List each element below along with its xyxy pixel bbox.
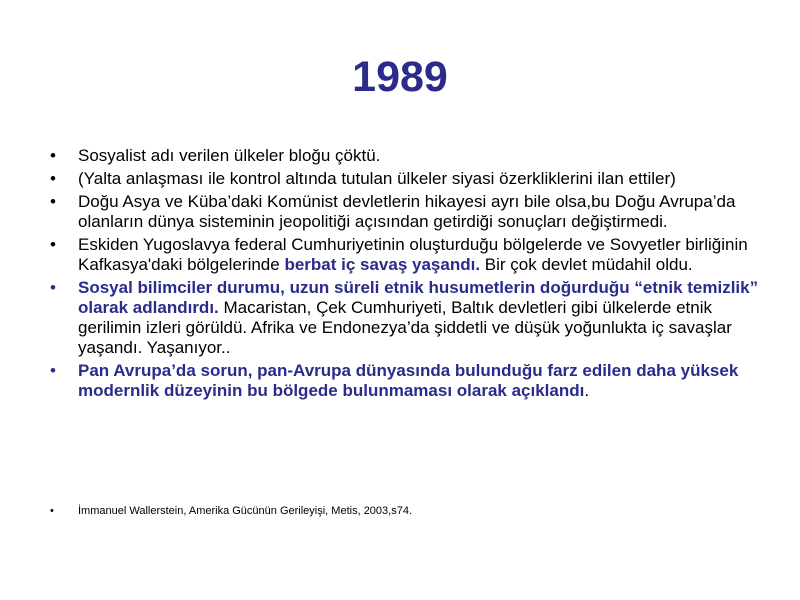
bullet-list [48, 146, 768, 404]
bullet-dot-icon: • [50, 361, 56, 380]
slide-title: 1989 [352, 53, 448, 101]
bullet-dot-icon: • [50, 146, 56, 165]
bullet-highlight: berbat iç savaş yaşandı. [284, 255, 481, 274]
bullet-dot-icon: • [50, 505, 54, 517]
bullet-text: Macaristan, Çek Cumhuriyeti, Baltık devletleri gibi ülkelerde etnik gerilimin izleri görüldü. Afrika ve Endonezya’da şiddetli ve düşük yoğunlukta iç savaşlar yaşandı. Yaşanıyor.. [78, 298, 732, 357]
bullet-item [48, 278, 768, 358]
bullet-dot-icon: • [50, 235, 56, 254]
bullet-highlight: Sosyal bilimciler durumu, uzun süreli etnik husumetlerin doğurduğu “etnik temizlik” olarak adlandırdı. [78, 278, 759, 317]
bullet-text: . [584, 381, 590, 400]
bullet-text: Sosyalist adı verilen ülkeler bloğu çöktü. [78, 146, 381, 165]
bullet-item [48, 192, 768, 232]
bullet-highlight: Pan Avrupa’da sorun, pan-Avrupa dünyasında bulunduğu farz edilen daha yüksek modernlik düzeyinin bu bölgede bulunmaması olarak açıklandı [78, 361, 739, 400]
source-text: İmmanuel Wallerstein, Amerika Gücünün Gerileyişi, Metis, 2003,s74. [78, 505, 413, 517]
bullet-text: Doğu Asya ve Küba’daki Komünist devletlerin hikayesi ayrı bile olsa,bu Doğu Avrupa’da olanların dünya sisteminin jeopolitiği açısından getirdiği sonuçları değiştirmedi. [78, 192, 736, 231]
bullet-item [48, 169, 768, 189]
source-citation [48, 504, 768, 518]
bullet-text: (Yalta anlaşması ile kontrol altında tutulan ülkeler siyasi özerkliklerini ilan ettiler) [78, 169, 676, 188]
bullet-item [48, 235, 768, 275]
bullet-item [48, 146, 768, 166]
bullet-dot-icon: • [50, 278, 56, 297]
bullet-item [48, 361, 768, 401]
bullet-text: Eskiden Yugoslavya federal Cumhuriyetinin oluşturduğu bölgelerde ve Sovyetler birliğinin Kafkasya'daki bölgelerinde [78, 235, 748, 274]
bullet-dot-icon: • [50, 192, 56, 211]
bullet-text: Bir çok devlet müdahil oldu. [480, 255, 693, 274]
bullet-dot-icon: • [50, 169, 56, 188]
